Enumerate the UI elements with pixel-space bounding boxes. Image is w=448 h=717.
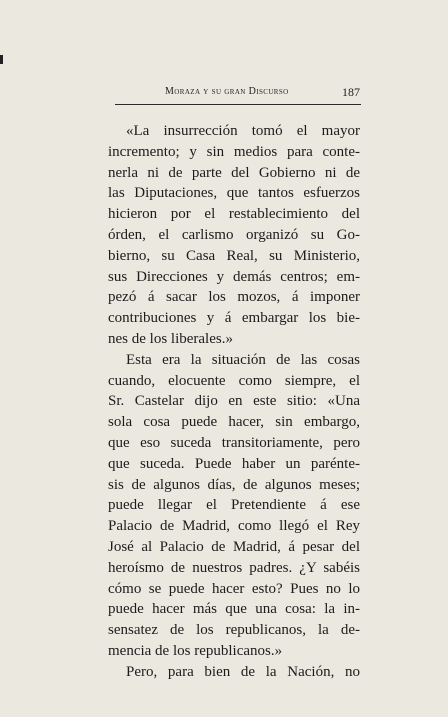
header-rule	[115, 104, 361, 105]
page-number: 187	[342, 85, 360, 99]
text-line: Esta era la situación de las cosas	[126, 351, 360, 368]
text-line: cómo se puede hacer esto? Pues no lo	[108, 580, 360, 597]
text-line: «La insurrección tomó el mayor	[126, 123, 360, 139]
text-line: sensatez de los republicanos, la de-	[108, 622, 360, 639]
text-line: mencia de los republicanos.»	[108, 642, 283, 659]
text-line: José al Palacio de Madrid, á pesar del	[108, 538, 360, 555]
text-line: hicieron por el restablecimiento del	[108, 206, 360, 223]
text-line: las Diputaciones, que tantos esfuerzos	[108, 185, 360, 202]
text-line: puede llegar el Pretendiente á ese	[108, 497, 360, 514]
text-line: que eso suceda transitoriamente, pero	[108, 434, 360, 451]
text-line: bierno, su Casa Real, su Ministerio,	[108, 247, 360, 264]
text-line: sus Direcciones y demás centros; em-	[108, 268, 360, 285]
running-head: Moraza y su gran Discurso	[165, 86, 289, 97]
text-line: contribuciones y á embargar los bie-	[108, 310, 360, 327]
text-line: incremento; y sin medios para conte-	[108, 143, 360, 160]
page-header	[115, 86, 360, 102]
text-line: Pero, para bien de la Nación, no	[126, 663, 360, 680]
text-line: sis de algunos días, de algunos meses;	[108, 476, 360, 493]
text-line: pezó á sacar los mozos, á imponer	[108, 289, 360, 306]
body-text	[108, 121, 360, 683]
text-line: nes de los liberales.»	[108, 330, 233, 347]
text-line: Palacio de Madrid, como llegó el Rey	[108, 518, 360, 535]
text-line: sola cosa puede hacer, sin embargo,	[108, 414, 360, 431]
text-line: puede hacer más que una cosa: la in-	[108, 601, 360, 618]
text-line: Sr. Castelar dijo en este sitio: «Una	[108, 393, 360, 410]
text-line: nerla ni de parte del Gobierno ni de	[108, 164, 360, 181]
text-line: heroísmo de nuestros padres. ¿Y sabéis	[108, 559, 360, 576]
text-line: órden, el carlismo organizó su Go-	[108, 226, 360, 243]
page-edge-mark	[0, 55, 3, 64]
text-line: que suceda. Puede haber un parénte-	[108, 455, 360, 472]
text-line: cuando, elocuente como siempre, el	[108, 372, 360, 389]
